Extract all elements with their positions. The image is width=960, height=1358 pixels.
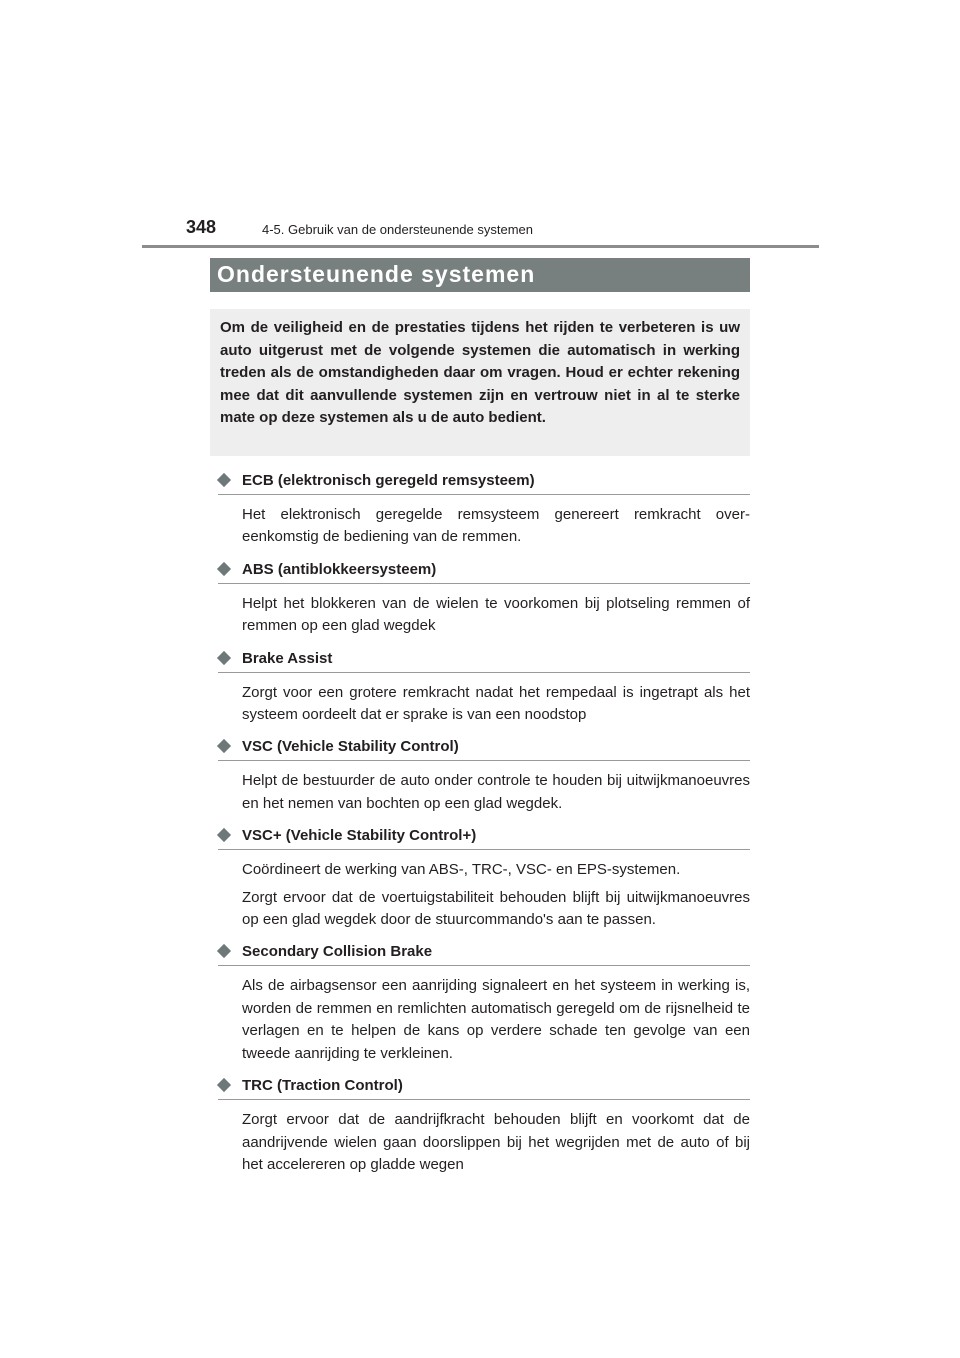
item-heading [218, 470, 750, 495]
diamond-icon [217, 828, 231, 842]
item-description [242, 859, 750, 931]
item-description [242, 504, 750, 549]
item-description [242, 593, 750, 638]
item-heading [218, 736, 750, 761]
diamond-icon [217, 1078, 231, 1092]
system-item [218, 736, 750, 815]
section-heading-bar [210, 258, 750, 292]
item-heading [218, 825, 750, 850]
system-item [218, 941, 750, 1065]
item-description [242, 770, 750, 815]
diamond-icon [217, 473, 231, 487]
page-header [142, 214, 819, 248]
item-description [242, 1109, 750, 1176]
diamond-icon [217, 651, 231, 665]
item-description [242, 975, 750, 1065]
item-title: ECB (elektronisch geregeld remsysteem) [242, 472, 535, 489]
item-heading [218, 648, 750, 673]
diamond-icon [217, 739, 231, 753]
item-paragraph: Helpt het blokkeren van de wielen te voorkomen bij plotseling remmen of remmen op een glad wegdek [242, 594, 750, 635]
item-heading [218, 941, 750, 966]
item-heading [218, 1075, 750, 1100]
item-title: Secondary Collision Brake [242, 943, 433, 961]
diamond-icon [217, 944, 231, 958]
item-paragraph: Zorgt ervoor dat de aandrijfkracht behouden blijft en voorkomt dat de aandrijvende wielen gaan doorslippen bij het wegrijden met de auto of bij het accelereren op gladde wegen [242, 1111, 750, 1173]
item-title: VSC+ (Vehicle Stability Control+) [242, 827, 477, 845]
item-paragraph: Het elektronisch geregelde remsysteem genereert remkracht overeenkomstig de bediening van de remmen. [242, 506, 750, 546]
item-title: VSC (Vehicle Stability Control) [242, 738, 459, 756]
system-item [218, 470, 750, 549]
systems-list [218, 470, 750, 1186]
chapter-title: 4-5. Gebruik van de ondersteunende systemen [262, 222, 534, 237]
item-paragraph: Helpt de bestuurder de auto onder controle te houden bij uitwijkmanoeuvres en het nemen van bochten op een glad wegdek. [242, 772, 750, 812]
page-number: 348 [186, 217, 217, 237]
diamond-icon [217, 562, 231, 576]
system-item [218, 825, 750, 931]
section-title: Ondersteunende systemen [217, 261, 536, 287]
system-item [218, 648, 750, 727]
item-paragraph: Coördineert de werking van ABS-, TRC-, VSC- en EPS-systemen. [242, 861, 681, 879]
item-heading [218, 559, 750, 584]
item-paragraph: Zorgt ervoor dat de voertuigstabiliteit behouden blijft bij uitwijkmanoeuvres op een glad wegdek door de stuurcommando's aan te passen. [242, 888, 750, 929]
item-paragraph: Zorgt voor een grotere remkracht nadat het rempedaal is ingetrapt als het systeem oordeelt dat er sprake is van een noodstop [242, 683, 750, 724]
item-description [242, 682, 750, 727]
item-paragraph: Als de airbagsensor een aanrijding signaleert en het systeem in werking is, worden de remmen en remlichten automatisch geregeld om de rijsnelheid te verlagen en te helpen de kans op verdere schade ten gevolge van een tweede aanrijding te verkleinen. [242, 977, 750, 1062]
item-title: Brake Assist [242, 649, 333, 667]
item-title: TRC (Traction Control) [242, 1077, 403, 1095]
system-item [218, 1075, 750, 1176]
intro-text: Om de veiligheid en de prestaties tijdens het rijden te verbeteren is uw auto uitgerust met de volgende systemen die automatisch in werking treden als de omstandigheden daar om vragen. Houd er echter rekening mee dat dit aanvullende systemen zijn en vertrouw niet in al te sterke mate op deze systemen als u de auto bedient. [220, 319, 740, 427]
system-item [218, 559, 750, 638]
item-title: ABS (antiblokkeersysteem) [242, 560, 437, 578]
intro-box [210, 309, 750, 456]
header-divider [142, 245, 819, 248]
